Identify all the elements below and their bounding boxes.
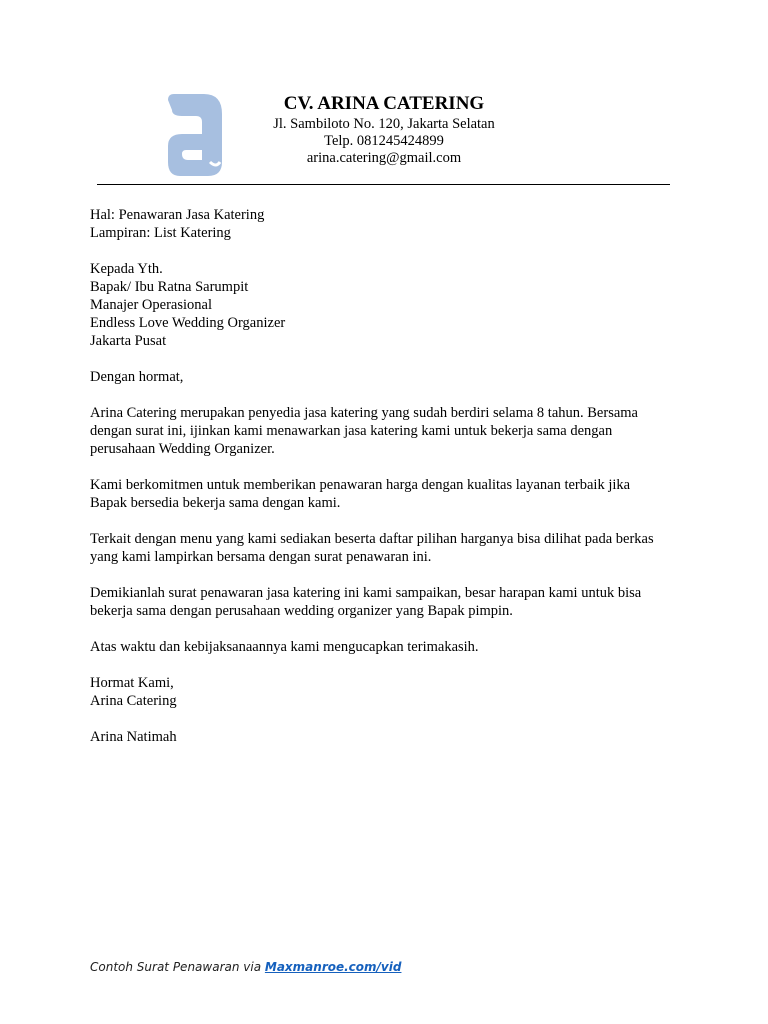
letter-body <box>90 206 690 746</box>
recipient-city: Jakarta Pusat <box>90 333 167 349</box>
signer-name: Arina Natimah <box>90 729 177 745</box>
paragraph-line: Demikianlah surat penawaran jasa katering ini kami sampaikan, besar harapan kami untuk bisa <box>90 585 642 601</box>
company-email: arina.catering@gmail.com <box>306 150 462 166</box>
recipient-position: Manajer Operasional <box>90 297 212 313</box>
paragraph-line: Arina Catering merupakan penyedia jasa katering yang sudah berdiri selama 8 tahun. Bersama <box>90 405 638 421</box>
footer-link[interactable]: Maxmanroe.com/vid <box>264 960 402 974</box>
paragraph-line: bekerja sama dengan perusahaan wedding organizer yang Bapak pimpin. <box>90 603 513 619</box>
page-footer <box>90 960 401 974</box>
paragraph-line: Bapak bersedia bekerja sama dengan kami. <box>90 495 341 511</box>
company-name: CV. ARINA CATERING <box>283 93 485 114</box>
paragraph-line: Kami berkomitmen untuk memberikan penawaran harga dengan kualitas layanan terbaik jika <box>90 477 631 493</box>
paragraph-line: perusahaan Wedding Organizer. <box>90 441 275 457</box>
recipient-greeting: Kepada Yth. <box>90 261 163 277</box>
closing-company: Arina Catering <box>90 693 177 709</box>
company-address: Jl. Sambiloto No. 120, Jakarta Selatan <box>273 116 495 132</box>
attachment-line: Lampiran: List Katering <box>90 225 231 241</box>
paragraph-line: yang kami lampirkan bersama dengan surat penawaran ini. <box>90 549 432 565</box>
letterhead <box>234 92 534 167</box>
company-phone: Telp. 081245424899 <box>324 133 444 149</box>
letterhead-divider <box>97 184 670 185</box>
salutation: Dengan hormat, <box>90 369 184 385</box>
paragraph-line: Atas waktu dan kebijaksanaannya kami mengucapkan terimakasih. <box>90 639 479 655</box>
closing-regards: Hormat Kami, <box>90 675 174 691</box>
subject-line: Hal: Penawaran Jasa Katering <box>90 207 265 223</box>
paragraph-line: dengan surat ini, ijinkan kami menawarkan jasa katering kami untuk bekerja sama dengan <box>90 423 613 439</box>
recipient-company: Endless Love Wedding Organizer <box>90 315 286 331</box>
recipient-name: Bapak/ Ibu Ratna Sarumpit <box>90 279 249 295</box>
paragraph-line: Terkait dengan menu yang kami sediakan beserta daftar pilihan harganya bisa dilihat pada berkas <box>90 531 654 547</box>
catering-logo-icon <box>164 92 226 178</box>
footer-text: Contoh Surat Penawaran via <box>90 960 265 974</box>
